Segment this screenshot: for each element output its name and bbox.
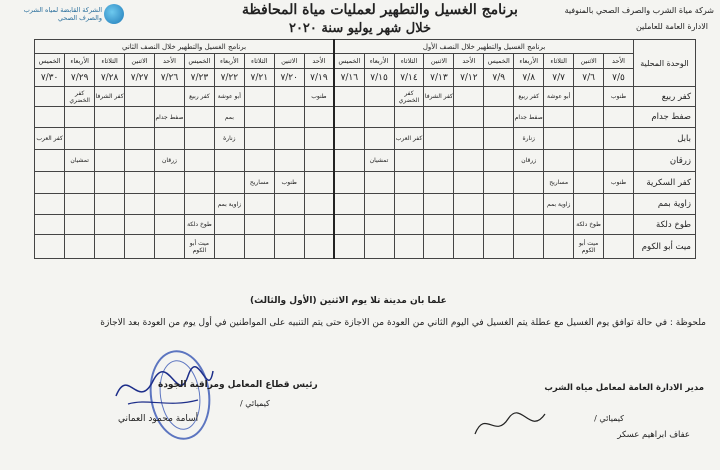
company-logo (6, 2, 126, 38)
schedule-cell: طنوب (604, 172, 634, 194)
department-name: الادارة العامة للعاملين (635, 22, 708, 31)
unit-cell: بابل (634, 128, 696, 150)
schedule-cell (424, 194, 454, 215)
table-row (35, 87, 696, 107)
unit-cell: صفط جدام (634, 107, 696, 128)
date-header: ٧/٧ (544, 69, 574, 87)
schedule-cell: طوخ دلكة (574, 215, 604, 235)
schedule-cell (274, 215, 304, 235)
schedule-cell (484, 215, 514, 235)
schedule-cell (184, 194, 214, 215)
schedule-cell (484, 107, 514, 128)
schedule-cell (604, 150, 634, 172)
schedule-cell (184, 150, 214, 172)
schedule-cell (424, 235, 454, 259)
date-header: ٧/٨ (514, 69, 544, 87)
schedule-cell (95, 150, 125, 172)
schedule-cell (95, 128, 125, 150)
schedule-cell (574, 172, 604, 194)
unit-cell: كفر ربيع (634, 87, 696, 107)
table-row (35, 235, 696, 259)
observation-note: ملحوظة : في حالة توافق يوم الغسيل مع عطلة يتم الغسيل في اليوم الثاني من العودة من الاجازة حتى يتم التنبيه على المواطنين في أول يوم من العودة بعد الاجازة (100, 318, 706, 328)
schedule-cell (544, 128, 574, 150)
date-header: ٧/٢١ (244, 69, 274, 87)
schedule-cell (334, 150, 364, 172)
second-half-header: برنامج الغسيل والتطهير خلال النصف الثاني (35, 40, 335, 54)
schedule-cell (214, 150, 244, 172)
day-header: الأحد (155, 54, 185, 69)
schedule-cell (304, 128, 334, 150)
schedule-cell (65, 235, 95, 259)
date-header: ٧/١٥ (364, 69, 394, 87)
schedule-cell (35, 235, 65, 259)
day-header: الثلاثاء (544, 54, 574, 69)
schedule-cell (454, 172, 484, 194)
schedule-cell (364, 128, 394, 150)
schedule-cell: كفر ربيع (514, 87, 544, 107)
day-header: الخميس (35, 54, 65, 69)
schedule-cell (364, 235, 394, 259)
schedule-cell (274, 128, 304, 150)
date-header: ٧/٥ (604, 69, 634, 87)
schedule-cell (125, 150, 155, 172)
schedule-cell (155, 235, 185, 259)
schedule-cell (424, 215, 454, 235)
schedule-cell (424, 107, 454, 128)
schedule-cell: كفر ربيع (184, 87, 214, 107)
schedule-cell (454, 107, 484, 128)
schedule-cell: طوخ دلكة (184, 215, 214, 235)
day-header: الأحد (304, 54, 334, 69)
schedule-cell (334, 194, 364, 215)
day-header: الأحد (454, 54, 484, 69)
schedule-cell (125, 107, 155, 128)
table-row (35, 128, 696, 150)
day-header: الخميس (484, 54, 514, 69)
schedule-cell (155, 87, 185, 107)
schedule-cell (244, 128, 274, 150)
schedule-cell (484, 172, 514, 194)
schedule-cell (604, 128, 634, 150)
schedule-cell (364, 215, 394, 235)
left-signatory-label: كيميائي / (240, 399, 270, 408)
schedule-cell (334, 215, 364, 235)
schedule-cell (394, 215, 424, 235)
schedule-cell (394, 194, 424, 215)
date-header: ٧/١٤ (394, 69, 424, 87)
date-header: ٧/٢٧ (125, 69, 155, 87)
schedule-cell: طنوب (604, 87, 634, 107)
schedule-cell (184, 172, 214, 194)
schedule-cell (304, 107, 334, 128)
table-row (35, 172, 696, 194)
right-signatory-title: مدير الادارة العامة لمعامل مياه الشرب (544, 383, 704, 393)
page-title: برنامج الغسيل والتطهير لعمليات مياة المحافظة (242, 2, 518, 18)
day-header: الاثنين (574, 54, 604, 69)
schedule-cell: زاوية بمم (544, 194, 574, 215)
schedule-cell (125, 128, 155, 150)
schedule-cell (574, 87, 604, 107)
unit-cell: زرقان (634, 150, 696, 172)
schedule-cell (214, 215, 244, 235)
schedule-cell (65, 194, 95, 215)
schedule-cell (274, 235, 304, 259)
schedule-cell (95, 215, 125, 235)
dates-row (35, 69, 696, 87)
schedule-cell (604, 235, 634, 259)
schedule-cell (184, 107, 214, 128)
unit-cell: ميت أبو الكوم (634, 235, 696, 259)
schedule-cell (544, 235, 574, 259)
schedule-cell (334, 107, 364, 128)
schedule-cell (304, 215, 334, 235)
schedule-cell (35, 107, 65, 128)
schedule-cell (155, 194, 185, 215)
date-header: ٧/١٢ (454, 69, 484, 87)
schedule-cell (304, 150, 334, 172)
table-row (35, 194, 696, 215)
schedule-cell (514, 194, 544, 215)
schedule-cell (394, 150, 424, 172)
date-header: ٧/٣٠ (35, 69, 65, 87)
schedule-cell (244, 107, 274, 128)
schedule-cell (454, 87, 484, 107)
left-signatory-title: رئيس قطاع المعامل ومراقبة الجودة (158, 380, 318, 390)
schedule-cell (125, 172, 155, 194)
right-signatory-name: عفاف ابراهيم عسكر (617, 430, 690, 440)
schedule-table (34, 39, 696, 259)
schedule-cell (304, 172, 334, 194)
schedule-cell (454, 128, 484, 150)
schedule-cell (544, 150, 574, 172)
schedule-cell (125, 87, 155, 107)
schedule-cell (125, 235, 155, 259)
schedule-cell (544, 107, 574, 128)
schedule-cell (454, 194, 484, 215)
schedule-cell (394, 107, 424, 128)
schedule-cell (364, 194, 394, 215)
schedule-cell: أبو عوشة (544, 87, 574, 107)
schedule-cell (604, 194, 634, 215)
day-header: الأربعاء (364, 54, 394, 69)
schedule-cell: زاوية بمم (214, 194, 244, 215)
date-header: ٧/٢٦ (155, 69, 185, 87)
schedule-cell (334, 172, 364, 194)
date-header: ٧/٢٢ (214, 69, 244, 87)
schedule-cell (304, 235, 334, 259)
table-row (35, 107, 696, 128)
schedule-cell (364, 87, 394, 107)
schedule-cell (394, 235, 424, 259)
schedule-cell (574, 107, 604, 128)
schedule-cell: زرقان (155, 150, 185, 172)
schedule-cell: أبو عوشة (214, 87, 244, 107)
day-header: الثلاثاء (244, 54, 274, 69)
schedule-cell: صفط جدام (514, 107, 544, 128)
schedule-cell: طنوب (304, 87, 334, 107)
schedule-cell (95, 235, 125, 259)
schedule-cell: كفر الخضري (394, 87, 424, 107)
unit-cell: طوخ دلكة (634, 215, 696, 235)
schedule-cell (184, 128, 214, 150)
day-header: الاثنين (274, 54, 304, 69)
schedule-cell (35, 194, 65, 215)
schedule-cell: مساريح (244, 172, 274, 194)
first-half-header: برنامج الغسيل والتطهير خلال النصف الأول (334, 40, 633, 54)
schedule-cell: بمم (214, 107, 244, 128)
schedule-cell: زرقان (514, 150, 544, 172)
schedule-cell (454, 150, 484, 172)
schedule-cell: كفر الشرفا (424, 87, 454, 107)
date-header: ٧/٩ (484, 69, 514, 87)
day-header: الأربعاء (514, 54, 544, 69)
schedule-cell (514, 215, 544, 235)
schedule-cell (244, 194, 274, 215)
schedule-cell (244, 215, 274, 235)
schedule-cell: كفر العرب (394, 128, 424, 150)
date-header: ٧/٢٩ (65, 69, 95, 87)
schedule-cell: زنارة (514, 128, 544, 150)
schedule-cell (95, 194, 125, 215)
schedule-cell (125, 194, 155, 215)
schedule-cell (155, 215, 185, 235)
schedule-cell (334, 87, 364, 107)
page-subtitle: خلال شهر يوليو سنة ٢٠٢٠ (288, 21, 432, 36)
schedule-cell (604, 107, 634, 128)
schedule-body (35, 87, 696, 259)
schedule-cell (244, 87, 274, 107)
schedule-cell (35, 87, 65, 107)
schedule-cell (244, 235, 274, 259)
schedule-cell (65, 107, 95, 128)
day-header: الخميس (184, 54, 214, 69)
schedule-cell (574, 194, 604, 215)
unit-cell: زاوية بمم (634, 194, 696, 215)
day-header: الخميس (334, 54, 364, 69)
schedule-cell (155, 172, 185, 194)
schedule-cell (334, 235, 364, 259)
schedule-cell (484, 194, 514, 215)
schedule-cell (244, 150, 274, 172)
schedule-cell (574, 128, 604, 150)
schedule-cell (35, 150, 65, 172)
schedule-cell (214, 235, 244, 259)
schedule-cell (484, 235, 514, 259)
schedule-cell: صفط جدام (155, 107, 185, 128)
days-row (35, 54, 696, 69)
day-header: الأربعاء (65, 54, 95, 69)
left-signatory-name: أسامة محمود العماني (118, 414, 199, 424)
unit-column-header: الوحدة المحلية (634, 40, 696, 87)
schedule-cell: طنوب (274, 172, 304, 194)
schedule-cell (274, 194, 304, 215)
schedule-cell (364, 172, 394, 194)
schedule-cell (274, 150, 304, 172)
schedule-cell (95, 107, 125, 128)
schedule-cell: كفر الشرفا (95, 87, 125, 107)
schedule-cell: ميت أبو الكوم (184, 235, 214, 259)
schedule-cell (65, 128, 95, 150)
schedule-cell (95, 172, 125, 194)
company-name: شركة مياة الشرب والصرف الصحي بالمنوفية (564, 6, 714, 15)
day-header: الثلاثاء (394, 54, 424, 69)
date-header: ٧/٦ (574, 69, 604, 87)
right-signatory-label: كيميائي / (594, 414, 624, 423)
schedule-cell (514, 172, 544, 194)
table-row (35, 150, 696, 172)
date-header: ٧/١٩ (304, 69, 334, 87)
day-header: الأربعاء (214, 54, 244, 69)
schedule-cell: زنارة (214, 128, 244, 150)
schedule-cell (65, 172, 95, 194)
schedule-cell: كفر العرب (35, 128, 65, 150)
schedule-cell (484, 87, 514, 107)
day-header: الاثنين (424, 54, 454, 69)
date-header: ٧/١٣ (424, 69, 454, 87)
day-header: الثلاثاء (95, 54, 125, 69)
schedule-cell (454, 215, 484, 235)
schedule-cell (514, 235, 544, 259)
date-header: ٧/٢٨ (95, 69, 125, 87)
schedule-cell (424, 150, 454, 172)
schedule-cell (155, 128, 185, 150)
schedule-cell (424, 128, 454, 150)
logo-text: الشركة القابضة لمياه الشرب والصرف الصحي (23, 6, 102, 22)
schedule-cell: مساريح (544, 172, 574, 194)
date-header: ٧/٢٣ (184, 69, 214, 87)
schedule-cell (334, 128, 364, 150)
schedule-cell (274, 107, 304, 128)
schedule-cell (454, 235, 484, 259)
schedule-cell (65, 215, 95, 235)
schedule-cell (484, 128, 514, 150)
schedule-cell (484, 150, 514, 172)
schedule-cell (35, 172, 65, 194)
schedule-cell (35, 215, 65, 235)
logo-emblem-icon (104, 4, 124, 24)
day-header: الاثنين (125, 54, 155, 69)
unit-cell: كفر السكرية (634, 172, 696, 194)
schedule-cell (274, 87, 304, 107)
holiday-note: علما بان مدينة تلا يوم الاثنين (الأول والثالث) (250, 296, 447, 306)
date-header: ٧/١٦ (334, 69, 364, 87)
schedule-cell (544, 215, 574, 235)
schedule-cell (574, 150, 604, 172)
schedule-cell (125, 215, 155, 235)
table-row (35, 215, 696, 235)
schedule-cell (604, 215, 634, 235)
right-signature-scribble (470, 404, 550, 444)
schedule-cell: تمشيان (364, 150, 394, 172)
date-header: ٧/٢٠ (274, 69, 304, 87)
schedule-cell (424, 172, 454, 194)
schedule-cell (394, 172, 424, 194)
schedule-cell (304, 194, 334, 215)
schedule-cell (214, 172, 244, 194)
schedule-cell: تمشيان (65, 150, 95, 172)
schedule-cell (364, 107, 394, 128)
day-header: الأحد (604, 54, 634, 69)
schedule-cell: كفر الخضري (65, 87, 95, 107)
schedule-cell: ميت أبو الكوم (574, 235, 604, 259)
